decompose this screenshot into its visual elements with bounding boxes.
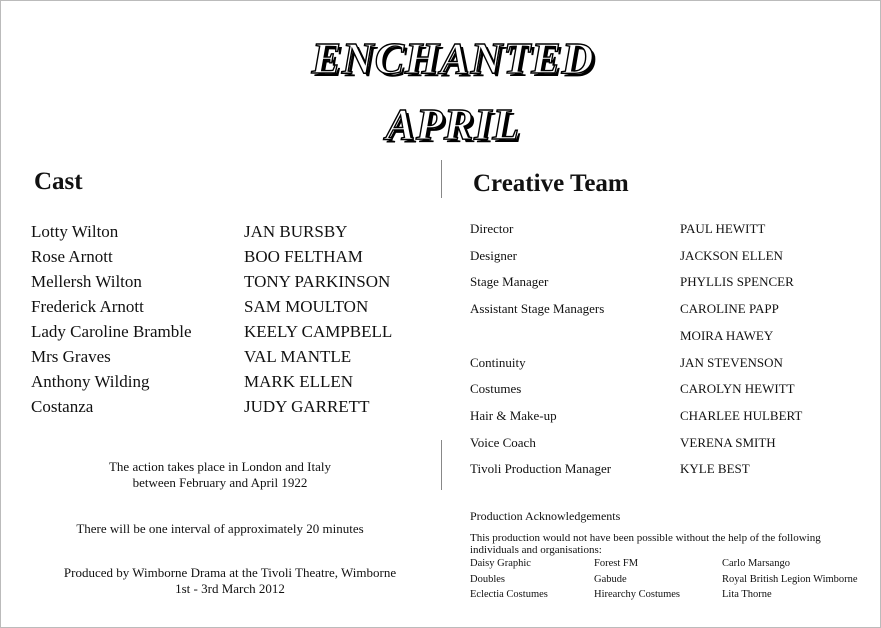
team-role: Designer (470, 247, 517, 263)
ack-item: Carlo Marsango (722, 558, 790, 569)
show-title-line1: ENCHANTED (311, 34, 595, 83)
cast-actor: SAM MOULTON (244, 297, 369, 316)
team-name: JACKSON ELLEN (680, 247, 783, 263)
interval-note: There will be one interval of approximately 20 minutes (76, 521, 364, 536)
team-role: Assistant Stage Managers (470, 301, 605, 317)
cast-role: Rose Arnott (31, 247, 113, 266)
team-name: KYLE BEST (680, 461, 750, 477)
team-name: CAROLYN HEWITT (680, 381, 795, 397)
cast-role: Mellersh Wilton (31, 272, 142, 291)
team-name: PHYLLIS SPENCER (680, 274, 794, 290)
produced-line2: 1st - 3rd March 2012 (175, 581, 285, 596)
ack-heading: Production Acknowledgements (470, 509, 621, 523)
team-heading: Creative Team (473, 170, 629, 197)
team-role: Stage Manager (470, 274, 549, 290)
cast-actor: MARK ELLEN (244, 372, 354, 391)
center-divider-bottom (441, 440, 442, 490)
ack-item: Doubles (470, 573, 505, 585)
ack-item: Hirearchy Costumes (594, 589, 681, 600)
team-role: Continuity (470, 354, 526, 370)
setting-line1: The action takes place in London and Italy (108, 459, 331, 474)
cast-actor: JUDY GARRETT (244, 397, 370, 416)
ack-item: Eclectia Costumes (470, 589, 548, 600)
cast-role: Lotty Wilton (31, 222, 119, 241)
setting-line2: between February and April 1922 (132, 475, 308, 490)
team-name: PAUL HEWITT (680, 221, 766, 236)
cast-role: Lady Caroline Bramble (31, 322, 192, 341)
cast-heading: Cast (34, 168, 83, 195)
show-title-line2: APRIL (385, 100, 521, 149)
produced-line1: Produced by Wimborne Drama at the Tivoli Theatre, Wimborne (63, 565, 397, 580)
cast-actor: BOO FELTHAM (244, 247, 363, 266)
cast-actor: TONY PARKINSON (244, 272, 391, 291)
cast-actor: KEELY CAMPBELL (244, 322, 393, 341)
team-role: Voice Coach (470, 434, 536, 450)
ack-item: Lita Thorne (722, 589, 772, 600)
team-name: CAROLINE PAPP (680, 301, 779, 317)
cast-role: Frederick Arnott (31, 297, 144, 316)
team-role: Costumes (470, 381, 522, 397)
team-name: MOIRA HAWEY (680, 327, 774, 343)
cast-role: Costanza (31, 397, 94, 416)
ack-item: Gabude (594, 573, 627, 585)
ack-item: Forest FM (594, 558, 639, 569)
center-divider-top (441, 160, 442, 198)
cast-actor: JAN BURSBY (244, 222, 348, 241)
team-name: JAN STEVENSON (680, 354, 783, 370)
team-role: Tivoli Production Manager (470, 461, 612, 477)
ack-item: Daisy Graphic (470, 558, 531, 569)
team-name: CHARLEE HULBERT (680, 407, 803, 423)
ack-text: This production would not have been possible without the help of the following individuals and organisations: (470, 532, 821, 556)
cast-role: Mrs Graves (31, 347, 111, 366)
produced-note (20, 565, 440, 597)
setting-note (40, 459, 400, 491)
team-role: Hair & Make-up (470, 407, 557, 423)
cast-actor: VAL MANTLE (244, 347, 352, 366)
team-role: Director (470, 221, 514, 236)
team-name: VERENA SMITH (680, 434, 776, 450)
ack-item: Royal British Legion Wimborne (722, 573, 858, 585)
cast-role: Anthony Wilding (31, 372, 150, 391)
